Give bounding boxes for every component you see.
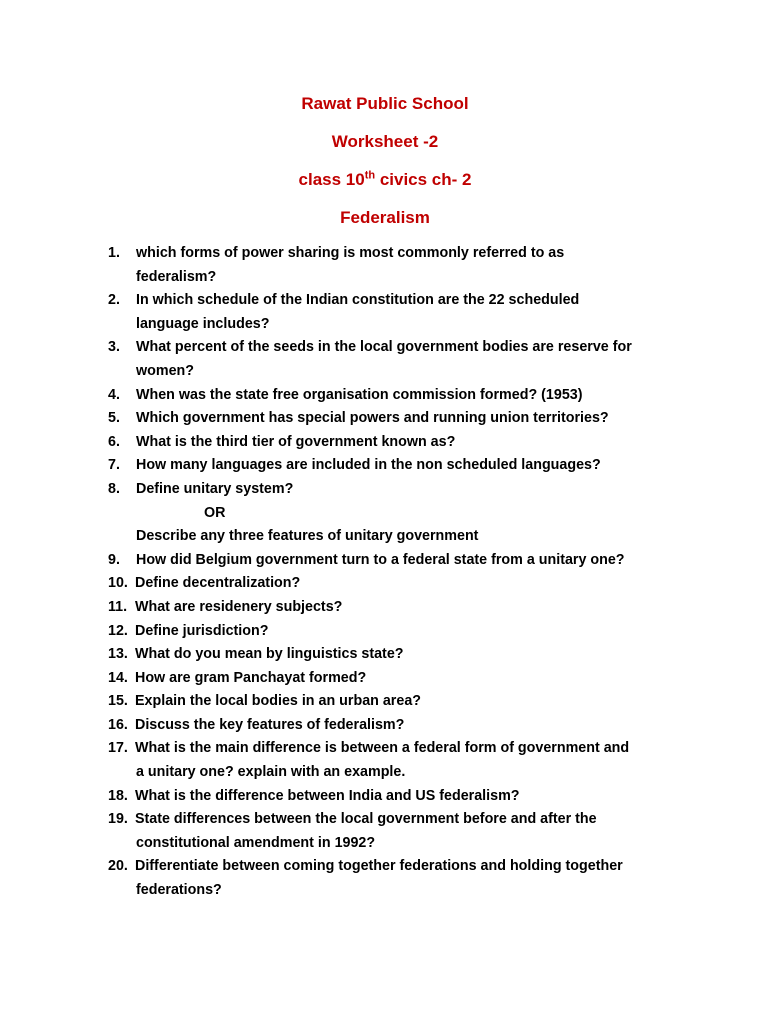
- question-text-line: When was the state free organisation commission formed? (1953): [136, 386, 583, 403]
- question-item: [108, 690, 688, 714]
- worksheet-title: Worksheet -2: [331, 132, 439, 151]
- class-prefix: class 10: [298, 170, 365, 189]
- or-separator: OR: [204, 504, 226, 521]
- question-text-line: Discuss the key features of federalism?: [135, 716, 405, 733]
- question-number: 11.: [108, 598, 128, 615]
- question-number: 2.: [108, 292, 120, 309]
- question-item: [108, 431, 688, 455]
- question-number: 1.: [108, 245, 120, 261]
- question-number: 17.: [108, 740, 128, 757]
- question-text-line: Which government has special powers and running union territories?: [136, 410, 609, 427]
- class-subject-line: [1, 168, 768, 192]
- question-text-line: which forms of power sharing is most commonly referred to as: [136, 245, 565, 261]
- question-text-line: Explain the local bodies in an urban area?: [135, 693, 422, 710]
- question-item: [108, 620, 688, 644]
- question-text-line: What is the main difference is between a federal form of government and: [135, 740, 630, 757]
- alternative-question: Describe any three features of unitary government: [136, 528, 479, 545]
- question-item: [108, 643, 688, 667]
- question-number: 3.: [108, 339, 120, 356]
- question-item: [108, 289, 688, 336]
- question-number: 5.: [108, 410, 120, 427]
- question-number: 20.: [108, 858, 128, 875]
- question-number: 9.: [108, 551, 120, 568]
- question-text-line: federalism?: [136, 268, 217, 285]
- question-item: [108, 737, 688, 784]
- question-text-line: How are gram Panchayat formed?: [135, 669, 367, 686]
- question-number: 18.: [108, 787, 128, 804]
- school-name: Rawat Public School: [301, 94, 469, 113]
- question-text-line: Define jurisdiction?: [135, 622, 269, 639]
- question-number: 16.: [108, 716, 128, 733]
- question-list: [108, 242, 688, 903]
- worksheet-header: [0, 92, 768, 244]
- question-text-line: What percent of the seeds in the local government bodies are reserve for: [136, 339, 632, 356]
- question-number: 4.: [108, 386, 120, 403]
- question-number: 13.: [108, 646, 128, 663]
- question-text-line: language includes?: [136, 315, 270, 332]
- question-item: [108, 384, 688, 408]
- question-number: 12.: [108, 622, 128, 639]
- question-text-line: What do you mean by linguistics state?: [135, 646, 404, 663]
- question-text-line: Define unitary system?: [136, 480, 294, 497]
- question-text-line: How did Belgium government turn to a federal state from a unitary one?: [136, 551, 625, 568]
- question-item: [108, 549, 688, 573]
- question-number: 8.: [108, 480, 120, 497]
- question-text-line: In which schedule of the Indian constitution are the 22 scheduled: [136, 292, 580, 309]
- question-item: [108, 785, 688, 809]
- question-number: 6.: [108, 433, 120, 450]
- question-text-line: What are residenery subjects?: [135, 598, 343, 615]
- question-text-line: What is the third tier of government known as?: [136, 433, 456, 450]
- question-number: 19.: [108, 811, 128, 828]
- question-item: [108, 242, 688, 289]
- question-text-line: Define decentralization?: [135, 575, 301, 592]
- question-item: [108, 667, 688, 691]
- question-item: [108, 714, 688, 738]
- question-item: [108, 336, 688, 383]
- question-text-line: State differences between the local government before and after the: [135, 811, 597, 828]
- question-item: [108, 478, 688, 502]
- question-item: [108, 572, 688, 596]
- question-number: 7.: [108, 457, 120, 474]
- class-suffix: civics ch- 2: [375, 170, 472, 189]
- question-item: [108, 855, 688, 902]
- question-number: 14.: [108, 669, 128, 686]
- question-item: [108, 454, 688, 478]
- question-text-line: How many languages are included in the non scheduled languages?: [136, 457, 601, 474]
- question-text-line: women?: [136, 362, 194, 379]
- question-text-line: federations?: [136, 882, 222, 899]
- question-item: [108, 808, 688, 855]
- topic-title: Federalism: [340, 208, 430, 227]
- question-text-line: What is the difference between India and US federalism?: [135, 787, 520, 804]
- question-number: 10.: [108, 575, 128, 592]
- question-text-line: a unitary one? explain with an example.: [136, 764, 406, 781]
- question-number: 15.: [108, 693, 128, 710]
- question-text-line: constitutional amendment in 1992?: [136, 834, 376, 851]
- question-item: [108, 596, 688, 620]
- question-item: [108, 407, 688, 431]
- question-text-line: Differentiate between coming together federations and holding together: [135, 858, 623, 875]
- class-superscript: th: [364, 169, 376, 182]
